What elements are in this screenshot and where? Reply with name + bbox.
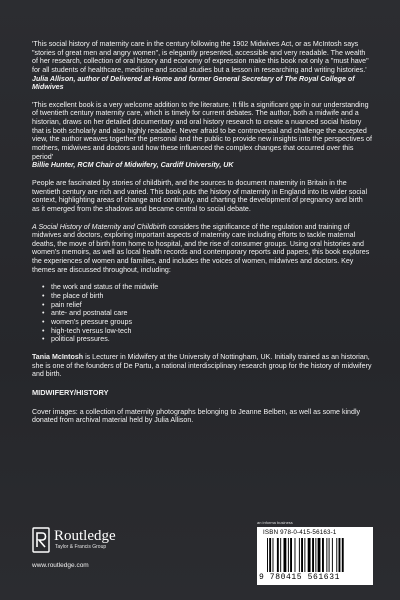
intro-paragraph: People are fascinated by stories of childbirth, and the sources to document maternity in Britain in the twentieth century are rich and varied. This book puts the history of maternity in England into its wider social context, highlighting areas of change and continuity, and charting the development of pregnancy and birth as it emerged from the shadows and became central to social debate. [32,178,368,213]
routledge-logo-icon [32,527,50,553]
author-name: Tania McIntosh [32,352,84,361]
author-bio [32,353,372,379]
informa-tagline: an informa business [257,520,293,525]
review-quote-2 [32,101,372,170]
ean-digits: 9 780415 561631 [259,573,341,582]
blurb-column [32,40,372,425]
list-item: • women's pressure groups [42,318,372,327]
review-quote-1 [32,40,372,92]
quote-text: 'This excellent book is a very welcome addition to the literature. It fills a significant gap in our understanding of twentieth century maternity care, which is timely for current debates. The author, both a midwife and a historian, draws on her detailed documentary and oral history research to create a nuanced social history that is both scholarly and also highly readable. Never afraid to be controversial and challenge the accepted view, the author weaves together the personal and the public to provide new insights into the perspectives of mothers, midwives and doctors and how these influenced the complex changes that occurred over this period' [32,100,372,161]
list-item: • pain relief [42,301,372,310]
isbn-barcode [257,527,373,585]
publisher-url[interactable]: www.routledge.com [32,562,89,569]
publisher-group: Taylor & Francis Group [55,544,107,550]
list-item: • the place of birth [42,292,372,301]
quote-attribution: Billie Hunter, RCM Chair of Midwifery, Cardiff University, UK [32,161,234,170]
barcode-bars [267,538,367,572]
book-title: A Social History of Maternity and Childbirth [32,222,167,231]
quote-attribution: Julia Allison, author of Delivered at Home and former General Secretary of The Royal College of Midwives [32,74,355,92]
cover-image-credit: Cover images: a collection of maternity photographs belonging to Jeanne Belben, as well as some kindly donated from archival material held by Julia Allison. [32,407,361,425]
list-item: • the work and status of the midwife [42,283,372,292]
isbn-label: ISBN 978-0-415-56163-1 [263,529,337,536]
subject-category: MIDWIFERY/HISTORY [32,387,109,397]
summary-paragraph [32,223,372,275]
publisher-name: Routledge [54,528,116,544]
list-item: • ante- and postnatal care [42,309,372,318]
summary-text: considers the significance of the regulation and training of midwives and doctors, exploring important aspects of maternity care including efforts to tackle maternal deaths, the move of birth from home to hospital, and the rise of consumer groups. Using oral histories and women's memoirs, as well as local health records and contemporary reports and papers, this book explores the experiences of women and families, and includes the voices of women, midwives and doctors. Key themes are discussed throughout, including: [32,222,370,274]
list-item: • high-tech versus low-tech [42,327,372,336]
publisher-block [32,525,152,585]
list-item: • political pressures. [42,335,372,344]
quote-text: 'This social history of maternity care in the century following the 1902 Midwives Act, or as McIntosh says "stories of great men and angry women", is elegantly presented, accessible and very readable. The wealth of her research, collection of oral history and economy of expression make this book not only a "must have" for all students of healthcare, medicine and social studies but a lesson in researching and writing histories.' [32,40,369,74]
author-bio-text: is Lecturer in Midwifery at the University of Nottingham, UK. Initially trained as an historian, she is one of the founders of De Partu, a national interdisciplinary research group for the history of midwifery and birth. [32,352,372,379]
themes-list [32,283,372,343]
